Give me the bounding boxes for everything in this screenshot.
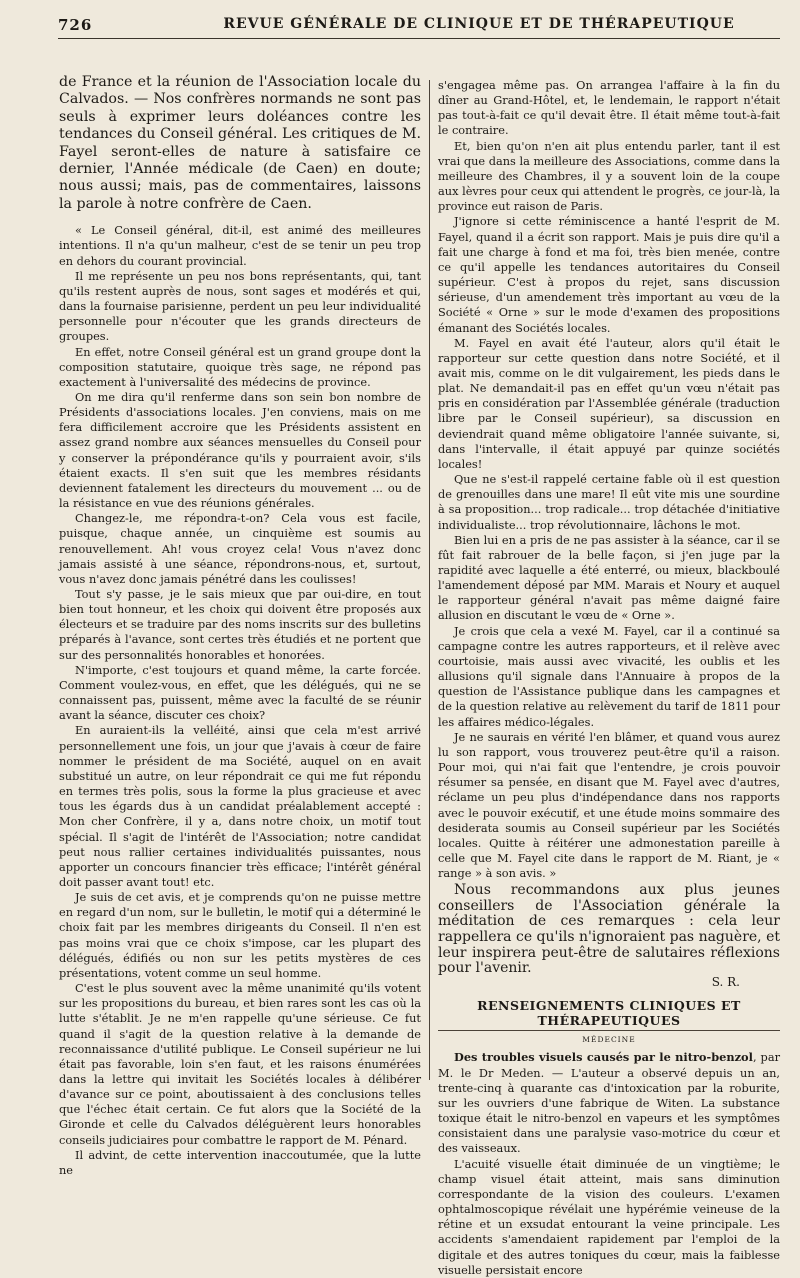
page-header — [58, 12, 780, 39]
section-subtitle: MÉDECINE — [582, 1035, 636, 1045]
body-paragraph: Il advint, de cette intervention inaccoutumée, que la lutte ne — [59, 1147, 421, 1177]
body-paragraph: s'engagea même pas. On arrangea l'affaire à la fin du dîner au Grand-Hôtel, et, le lendemain, le rapport n'était pas tout-à-fait ce qu'il devait être. Il était même tout-à-fait le contraire. — [438, 78, 780, 138]
signature: S. R. — [711, 974, 740, 989]
article-paragraph — [438, 1050, 780, 1156]
body-paragraph: Je crois que cela a vexé M. Fayel, car il a continué sa campagne contre les autres rapporteurs, et il relève avec courtoisie, mais aussi avec vivacité, les oublis et les allusions qu'il signale dans l'Annuaire à propos de la question de l'Assistance publique dans les campagnes et de la question relative au relèvement du tarif de 1811 pour les affaires médico-légales. — [438, 623, 780, 729]
body-paragraph: Changez-le, me répondra-t-on? Cela vous est facile, puisque, chaque année, un cinquième est soumis au renouvellement. Ah! vous croyez cela! Vous n'avez donc jamais assisté à une séance, répondrons-nous, et, surtout, vous n'avez donc jamais pénétré dans les coulisses! — [59, 511, 421, 586]
editorial-remark: Nous recommandons aux plus jeunes conseillers de l'Association générale la méditation de ces remarques : cela leur rappellera ce qu'ils n'ignoraient pas naguère, et leur inspirera peut-être de salutaires réflexions pour l'avenir. — [438, 882, 780, 977]
article-paragraph: L'acuité visuelle était diminuée de un vingtième; le champ visuel était atteint, mais sans diminution correspondante de la vision des couleurs. L'examen ophtalmoscopique révélait une hypérémie veineuse de la rétine et un exsudat entourant la veine principale. Les accidents s'amendaient rapidement par l'emploi de la digitale et des autres toniques du cœur, mais la faiblesse visuelle persistait encore — [438, 1156, 780, 1277]
right-column — [438, 78, 780, 1278]
body-paragraph: Bien lui en a pris de ne pas assister à la séance, car il se fût fait rabrouer de la belle façon, si j'en juge par la rapidité avec laquelle a été enterré, ou mieux, blackboulé l'amendement déposé par MM. Marais et Noury et auquel le rapporteur général n'avait pas même daigné faire allusion en discutant le vœu de « Orne ». — [438, 532, 780, 623]
column-divider — [429, 80, 430, 1080]
body-paragraph: C'est le plus souvent avec la même unanimité qu'ils votent sur les propositions du bureau, et bien rares sont les cas où la lutte s'établit. Je ne m'en rappelle qu'une sérieuse. Ce fut quand il s'agit de la question relative à la demande de reconnaissance d'utilité publique. Le Conseil supérieur ne lui était pas favorable, loin s'en faut, et les raisons énumérées dans la lettre qui invitait les Sociétés locales à délibérer d'avance sur ce point, aboutissaient à des conclusions telles que l'échec était certain. Ce fut alors que la Société de la Gironde et celle du Calvados déléguèrent leurs honorables conseils judiciaires pour combattre le rapport de M. Pénard. — [59, 981, 421, 1147]
body-paragraph: Je ne saurais en vérité l'en blâmer, et quand vous aurez lu son rapport, vous trouverez peut-être qu'il a raison. Pour moi, qui n'ai fait que l'entendre, je crois pouvoir résumer sa pensée, en disant que M. Fayel avec d'autres, réclame un peu plus d'indépendance dans nos rapports avec le pouvoir exécutif, et une étude moins sommaire des desiderata soumis au Conseil supérieur par les Sociétés locales. Quitte à réitérer une admonestation pareille à celle que M. Fayel cite dans le rapport de M. Riant, je « range » à son avis. » — [438, 729, 780, 881]
article-title: Des troubles visuels causés par le nitro-benzol — [454, 1050, 753, 1065]
body-paragraph: Je suis de cet avis, et je comprends qu'on ne puisse mettre en regard d'un nom, sur le bulletin, le motif qui a déterminé le choix fait par les membres dirigeants du Conseil. Il n'en est pas moins vrai que ce choix s'impose, car les plupart des délégués, édifiés ou non sur les petits mystères de ces présentations, votent comme un seul homme. — [59, 890, 421, 980]
body-paragraph: Que ne s'est-il rappelé certaine fable où il est question de grenouilles dans une mare! Il eût vite mis une sourdine à sa proposition... trop radicale... trop détachée d'initiative individualiste... trop révolutionnaire, lâchons le mot. — [438, 472, 780, 532]
body-paragraph: En auraient-ils la velléité, ainsi que cela m'est arrivé personnellement une fois, un jour que j'avais à cœur de faire nommer le président de ma Société, auquel on en avait substitué un autre, on leur répondrait ce qui me fut répondu en termes très polis, sous la forme la plus gracieuse et avec tous les égards dus à un candidat préalablement accepté : Mon cher Confrère, il y a, dans notre choix, un motif tout spécial. Il s'agit de l'intérêt de l'Association; notre candidat peut nous rallier certaines individualités puissantes, nous apporter un concours financier très efficace; l'intérêt général doit passer avant tout! etc. — [59, 723, 421, 889]
body-paragraph: Il me représente un peu nos bons représentants, qui, tant qu'ils restent auprès de nous, sont sages et modérés et qui, dans la fournaise parisienne, perdent un peu leur individualité personnelle pour n'écouter que les grands directeurs de groupes. — [59, 268, 421, 344]
body-paragraph: On me dira qu'il renferme dans son sein bon nombre de Présidents d'associations locales. J'en conviens, mais on me fera difficilement accroire que les Présidents assistent en assez grand nombre aux séances mensuelles du Conseil pour y conserver la prépondérance qu'ils y pourraient avoir, s'ils étaient exacts. Il s'en suit que les membres résidants deviennent fatalement les directeurs du mouvement ... ou de la résistance en vue des réunions générales. — [59, 389, 421, 511]
article-intro: , par M. le Dr Meden. — L'auteur a observé depuis un an, trente-cinq à quarante cas d'intoxication par la roburite, sur les ouvriers d'une fabrique de Witen. La substance toxique était le nitro-benzol en vapeurs et les symptômes consistaient dans une paralysie vaso-motrice du cœur et des vaisseaux. — [438, 1050, 781, 1156]
body-paragraph: En effet, notre Conseil général est un grand groupe dont la composition statutaire, quoique très sage, ne répond pas exactement à l'universalité des médecins de province. — [59, 344, 421, 389]
body-paragraph: Et, bien qu'on n'en ait plus entendu parler, tant il est vrai que dans la meilleure des Associations, comme dans la meilleure des Chambres, il y a souvent loin de la coupe aux lèvres pour ceux qui attendent le progrès, ce jour-là, la province eut raison de Paris. — [438, 138, 780, 214]
body-paragraph: Tout s'y passe, je le sais mieux que par oui-dire, en tout bien tout honneur, et les choix qui doivent être proposés aux électeurs et se traduire par des noms inscrits sur des bulletins préparés à l'avance, sont certes très étudiés et ne portent que sur des personnalités honorables et honorées. — [59, 587, 421, 662]
body-paragraph: J'ignore si cette réminiscence a hanté l'esprit de M. Fayel, quand il a écrit son rapport. Mais je puis dire qu'il a fait une charge à fond et ma foi, très bien menée, contre ce qu'il appelle les tendances autoritaires du Conseil supérieur. C'est à propos du rejet, sans discussion sérieuse, d'un amendement très important au vœu de la Société « Orne » sur le mode d'examen des propositions émanant des Sociétés locales. — [438, 214, 780, 335]
body-paragraph: M. Fayel en avait été l'auteur, alors qu'il était le rapporteur sur cette question dans notre Société, et il avait mis, comme on le dit vulgairement, les pieds dans le plat. Ne demandait-il pas en effet qu'un vœu n'était pas pris en considération par l'Assemblée générale (traduction libre par le Conseil supérieur), sa discussion en deviendrait quand même obligatoire l'année suivante, si, dans l'intervalle, il était appuyé par quinze sociétés locales! — [438, 335, 780, 471]
left-column — [59, 74, 421, 1178]
body-paragraph: N'importe, c'est toujours et quand même, la carte forcée. Comment voulez-vous, en effet, que les délégués, qui ne se connaissent pas, puissent, même avec la faculté de se réunir avant la séance, discuter ces choix? — [59, 662, 421, 723]
body-paragraph: « Le Conseil général, dit-il, est animé des meilleures intentions. Il n'a qu'un malheur, c'est de se tenir un peu trop en dehors du courant provincial. — [59, 223, 421, 268]
section-title: RENSEIGNEMENTS CLINIQUES ET THÉRAPEUTIQUES — [438, 998, 780, 1031]
lead-paragraph: de France et la réunion de l'Association locale du Calvados. — Nos confrères normands ne sont pas seuls à exprimer leurs doléances contre les tendances du Conseil général. Les critiques de M. Fayel seront-elles de nature à satisfaire ce dernier, l'Année médicale (de Caen) en doute; nous aussi; mais, pas de commentaires, laissons la parole à notre confrère de Caen. — [59, 74, 421, 212]
page-number: 726 — [58, 16, 93, 34]
running-title: REVUE GÉNÉRALE DE CLINIQUE ET DE THÉRAPEUTIQUE — [223, 16, 735, 32]
